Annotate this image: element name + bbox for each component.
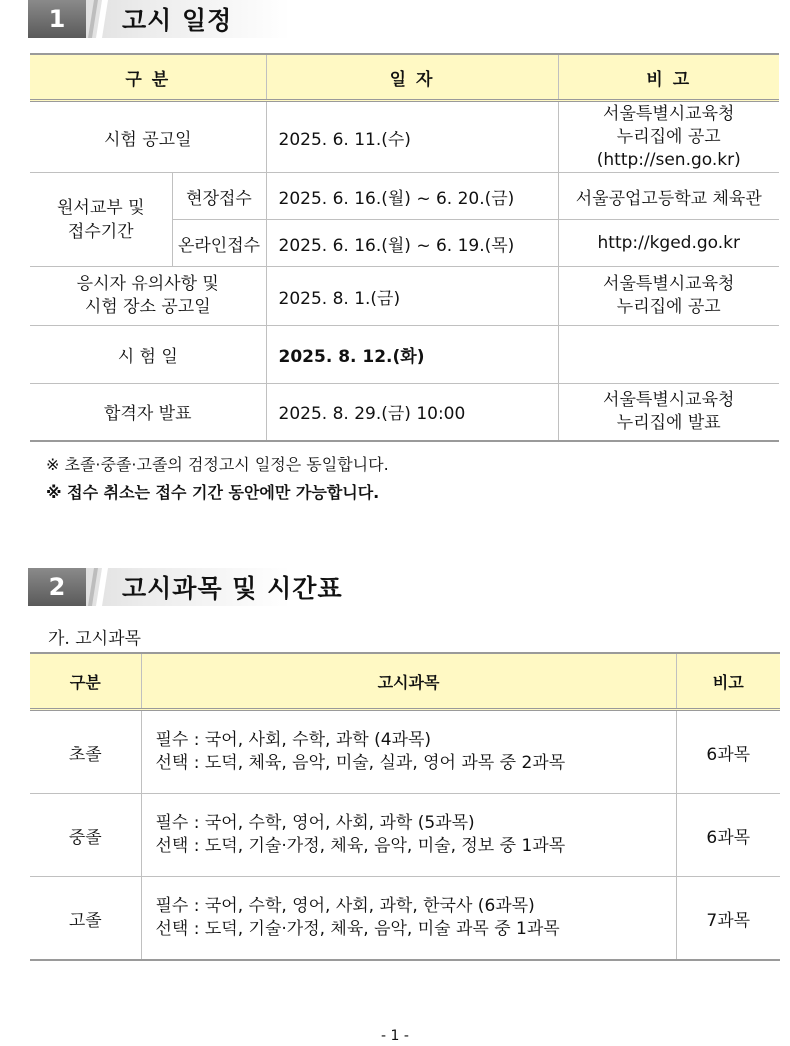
table-row	[30, 267, 779, 326]
row-note	[558, 384, 779, 441]
row-label: 시 험 일	[30, 326, 266, 384]
required-subjects: 필수 : 국어, 사회, 수학, 과학 (4과목)	[155, 730, 432, 750]
note-line: 누리집에 공고	[616, 126, 721, 147]
note-line: 서울특별시교육청	[603, 103, 735, 124]
subsection-title: 가. 고시과목	[48, 629, 141, 649]
note-line: 서울특별시교육청	[603, 274, 735, 294]
row-date: 2025. 8. 29.(금) 10:00	[266, 384, 558, 441]
table-row	[30, 384, 779, 441]
row-note	[558, 267, 779, 326]
page-number: - 1 -	[381, 1028, 409, 1044]
slash-decoration-icon	[86, 568, 108, 606]
header-category: 구 분	[30, 54, 266, 101]
note-line: (http://sen.go.kr)	[596, 149, 741, 170]
header-note: 비고	[676, 653, 780, 710]
row-label: 시험 공고일	[30, 101, 266, 173]
row-date: 2025. 6. 11.(수)	[266, 101, 558, 173]
table-row	[30, 710, 780, 794]
row-label: 합격자 발표	[30, 384, 266, 441]
elective-subjects: 선택 : 도덕, 기술·가정, 체육, 음악, 미술 과목 중 1과목	[155, 919, 560, 939]
note-line: 누리집에 발표	[616, 412, 721, 433]
header-level: 구분	[30, 653, 141, 710]
reception-group-label	[30, 173, 172, 267]
subjects-cell	[141, 794, 676, 877]
section-2-heading	[28, 568, 343, 606]
row-date: 2025. 6. 16.(월) ~ 6. 20.(금)	[266, 173, 558, 220]
header-subjects: 고시과목	[141, 653, 676, 710]
label-line: 원서교부 및	[56, 197, 145, 218]
row-date: 2025. 8. 12.(화)	[266, 326, 558, 384]
row-note: 서울공업고등학교 체육관	[558, 173, 779, 220]
required-subjects: 필수 : 국어, 수학, 영어, 사회, 과학 (5과목)	[155, 813, 475, 833]
section-number-badge: 1	[28, 0, 86, 38]
level-cell: 고졸	[30, 877, 141, 961]
row-note: http://kged.go.kr	[558, 220, 779, 267]
elective-subjects: 선택 : 도덕, 기술·가정, 체육, 음악, 미술, 정보 중 1과목	[155, 836, 566, 856]
subjects-cell	[141, 877, 676, 961]
table-row	[30, 326, 779, 384]
elective-subjects: 선택 : 도덕, 체육, 음악, 미술, 실과, 영어 과목 중 2과목	[155, 753, 566, 773]
row-sublabel: 현장접수	[172, 173, 266, 220]
table-row	[30, 877, 780, 961]
slash-decoration-icon	[86, 0, 108, 38]
table-row	[30, 173, 779, 220]
section-number-badge: 2	[28, 568, 86, 606]
level-cell: 중졸	[30, 794, 141, 877]
subject-count: 7과목	[676, 877, 780, 961]
section-1-heading	[28, 0, 232, 38]
row-note	[558, 101, 779, 173]
exam-schedule-table	[30, 53, 779, 442]
header-date: 일 자	[266, 54, 558, 101]
row-sublabel: 온라인접수	[172, 220, 266, 267]
section-title: 고시과목 및 시간표	[122, 574, 343, 603]
label-line: 접수기간	[67, 221, 134, 242]
label-line: 응시자 유의사항 및	[76, 274, 219, 294]
label-line: 시험 장소 공고일	[84, 297, 211, 317]
schedule-note: ※ 초졸·중졸·고졸의 검정고시 일정은 동일합니다.	[46, 455, 389, 474]
header-note: 비 고	[558, 54, 779, 101]
row-date: 2025. 6. 16.(월) ~ 6. 19.(목)	[266, 220, 558, 267]
row-date: 2025. 8. 1.(금)	[266, 267, 558, 326]
table-row	[30, 101, 779, 173]
cancellation-note: ※ 접수 취소는 접수 기간 동안에만 가능합니다.	[46, 483, 380, 502]
note-line: 누리집에 공고	[616, 297, 721, 317]
required-subjects: 필수 : 국어, 수학, 영어, 사회, 과학, 한국사 (6과목)	[155, 896, 535, 916]
level-cell: 초졸	[30, 710, 141, 794]
section-title: 고시 일정	[122, 6, 233, 35]
exam-subjects-table	[30, 652, 780, 961]
subjects-cell	[141, 710, 676, 794]
table-row	[30, 794, 780, 877]
row-label	[30, 267, 266, 326]
note-line: 서울특별시교육청	[603, 389, 735, 410]
row-note	[558, 326, 779, 384]
subject-count: 6과목	[676, 794, 780, 877]
subject-count: 6과목	[676, 710, 780, 794]
